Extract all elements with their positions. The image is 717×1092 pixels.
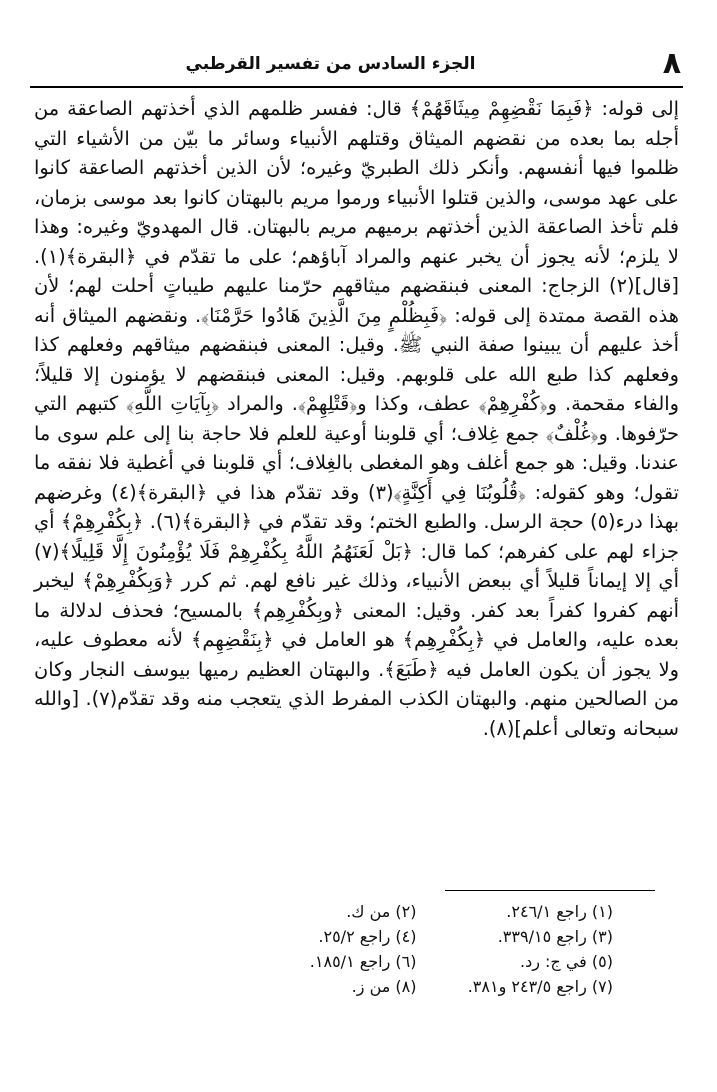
footnote-divider [445,890,655,891]
footnote-1: (١) راجع ٢٤٦/١. [506,902,613,921]
footnote-5: (٥) في ج: رد. [520,952,613,971]
footnote-3: (٣) راجع ٣٣٩/١٥. [497,927,613,946]
footnote-7: (٧) راجع ٢٤٣/٥ و٣٨١. [467,977,613,996]
page-header [32,46,681,84]
commentary-text [34,94,679,743]
footnotes [240,902,613,996]
body-paragraph: إلى قوله: ﴿فَبِمَا نَقْضِهِمْ مِيثَاقَهُمْ﴾ قال: ففسر ظلمهم الذي أخذتهم الصاعقة من أجله بما بعده من نقضهم الميثاق وقتلهم الأنبياء وسائر ما بيّن من الأشياء التي ظلموا فيها أنفسهم. وأنكر ذلك الطبريّ وغيره؛ لأن الذين أخذتهم الصاعقة كانوا على عهد موسى، والذين قتلوا الأنبياء ورموا مريم بالبهتان كانوا بعد موسى بزمان، فلم تأخذ الصاعقة الذين أخذتهم برميهم مريم بالبهتان. قال المهدويّ وغيره: وهذا لا يلزم؛ لأنه يجوز أن يخبر عنهم والمراد آباؤهم؛ على ما تقدّم في ﴿البقرة﴾(١). [قال](٢) الزجاج: المعنى فبنقضهم ميثاقهم حرّمنا عليهم طيباتٍ أحلت لهم؛ لأن هذه القصة ممتدة إلى قوله: ﴿فَبِظُلْمٍ مِنَ الَّذِينَ هَادُوا حَرَّمْنَا﴾. ونقضهم الميثاق أنه أخذ عليهم أن يبينوا صفة النبي ﷺ. وقيل: المعنى فبنقضهم ميثاقهم وفعلهم كذا وفعلهم كذا طبع الله على قلوبهم. وقيل: المعنى فبنقضهم لا يؤمنون إلا قليلاً؛ والفاء مقحمة. و﴿كُفْرِهِمْ﴾ عطف، وكذا و﴿قَتْلِهِمْ﴾. والمراد ﴿بِآيَاتِ اللَّهِ﴾ كتبهم التي حرّفوها. و﴿غُلْفٌ﴾ جمع غِلاف؛ أي قلوبنا أوعية للعلم فلا حاجة بنا إلى علم سوى ما عندنا. وقيل: هو جمع أغلف وهو المغطى بالغِلاف؛ أي قلوبنا في أغطية فلا نفقه ما تقول؛ وهو كقوله: ﴿قُلُوبُنَا فِي أَكِنَّةٍ﴾(٣) وقد تقدّم هذا في ﴿البقرة﴾(٤) وغرضهم بهذا درء(٥) حجة الرسل. والطبع الختم؛ وقد تقدّم في ﴿البقرة﴾(٦). ﴿بِكُفْرِهِمْ﴾ أي جزاء لهم على كفرهم؛ كما قال: ﴿بَلْ لَعَنَهُمُ اللَّهُ بِكُفْرِهِمْ فَلَا يُؤْمِنُونَ إِلَّا قَلِيلًا﴾(٧) أي إلا إيماناً قليلاً أي ببعض الأنبياء، وذلك غير نافع لهم. ثم كرر ﴿وَبِكُفْرِهِمْ﴾ ليخبر أنهم كفروا كفراً بعد كفر. وقيل: المعنى ﴿وبِكُفْرِهِم﴾ بالمسيح؛ فحذف لدلالة ما بعده عليه، والعامل في ﴿بِكُفْرِهِم﴾ هو العامل في ﴿بِنَقْضِهِم﴾ لأنه معطوف عليه، ولا يجوز أن يكون العامل فيه ﴿طَبَعَ﴾. والبهتان العظيم رميها بيوسف النجار وكان من الصالحين منهم. والبهتان الكذب المفرط الذي يتعجب منه وقد تقدّم(٧). [والله سبحانه وتعالى أعلم](٨). [34,97,679,740]
header-divider [30,86,683,88]
footnote-2: (٢) من ك. [346,902,417,921]
running-title: الجزء السادس من تفسير القرطبي [185,54,476,74]
footnote-4: (٤) راجع ٢٥/٢. [318,927,417,946]
footnote-6: (٦) راجع ١٨٥/١. [309,952,417,971]
footnote-8: (٨) من ز. [351,977,417,996]
page-number: ٨ [662,46,681,81]
